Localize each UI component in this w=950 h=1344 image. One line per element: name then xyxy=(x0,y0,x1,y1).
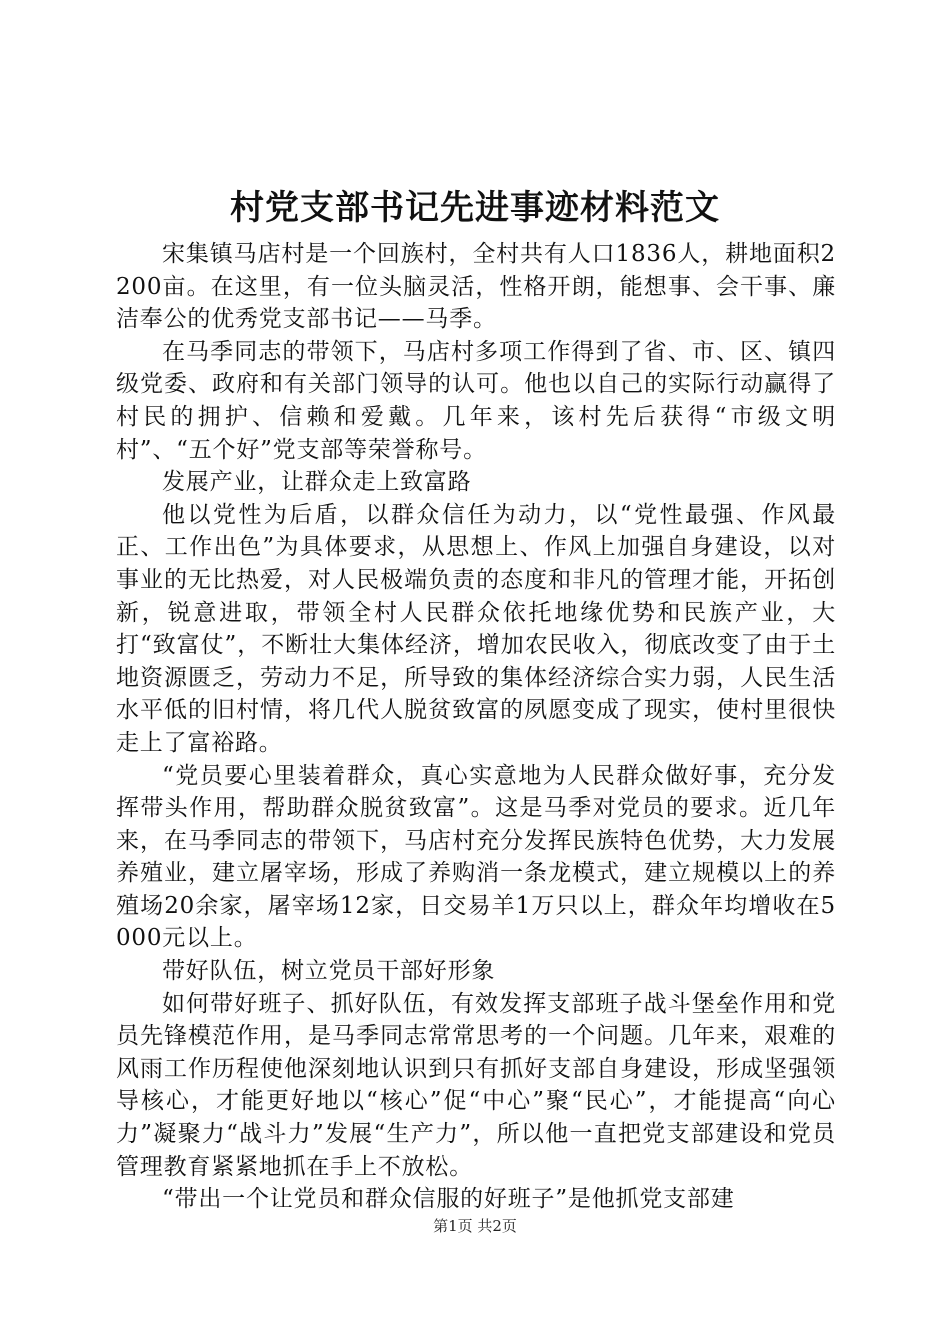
document-body xyxy=(116,238,836,1216)
paragraph-team-continued: “带出一个让党员和群众信服的好班子”是他抓党支部建 xyxy=(162,1186,735,1213)
section-heading-team: 带好队伍，树立党员干部好形象 xyxy=(162,958,496,985)
page-number-footer: 第1页 共2页 xyxy=(433,1217,517,1235)
paragraph-intro: 宋集镇马店村是一个回族村，全村共有人口1836人，耕地面积2200亩。在这里，有一位头脑灵活，性格开朗，能想事、会干事、廉洁奉公的优秀党支部书记——马季。 xyxy=(116,241,836,333)
paragraph-party-member-requirements: “党员要心里装着群众，真心实意地为人民群众做好事，充分发挥带头作用，帮助群众脱贫致富”。这是马季对党员的要求。近几年来，在马季同志的带领下，马店村充分发挥民族特色优势，大力发展养殖业，建立屠宰场，形成了养购消一条龙模式，建立规模以上的养殖场20余家，屠宰场12家，日交易羊1万只以上，群众年均增收在5000元以上。 xyxy=(116,762,836,952)
paragraph-achievements: 在马季同志的带领下，马店村多项工作得到了省、市、区、镇四级党委、政府和有关部门领导的认可。他也以自己的实际行动赢得了村民的拥护、信赖和爱戴。几年来，该村先后获得“市级文明村”、“五个好”党支部等荣誉称号。 xyxy=(116,338,836,463)
document-title: 村党支部书记先进事迹材料范文 xyxy=(230,188,720,228)
paragraph-industry: 他以党性为后盾，以群众信任为动力，以“党性最强、作风最正、工作出色”为具体要求，从思想上、作风上加强自身建设，以对事业的无比热爱，对人民极端负责的态度和非凡的管理才能，开拓创新，锐意进取，带领全村人民群众依托地缘优势和民族产业，大打“致富仗”，不断壮大集体经济，增加农民收入，彻底改变了由于土地资源匮乏，劳动力不足，所导致的集体经济综合实力弱，人民生活水平低的旧村情，将几代人脱贫致富的夙愿变成了现实，使村里很快走上了富裕路。 xyxy=(116,501,836,756)
section-heading-industry: 发展产业，让群众走上致富路 xyxy=(162,469,472,496)
paragraph-team: 如何带好班子、抓好队伍，有效发挥支部班子战斗堡垒作用和党员先锋模范作用，是马季同志常常思考的一个问题。几年来，艰难的风雨工作历程使他深刻地认识到只有抓好支部自身建设，形成坚强领导核心，才能更好地以“核心”促“中心”聚“民心”，才能提高“向心力”凝聚力“战斗力”发展“生产力”，所以他一直把党支部建设和党员管理教育紧紧地抓在手上不放松。 xyxy=(116,990,836,1180)
